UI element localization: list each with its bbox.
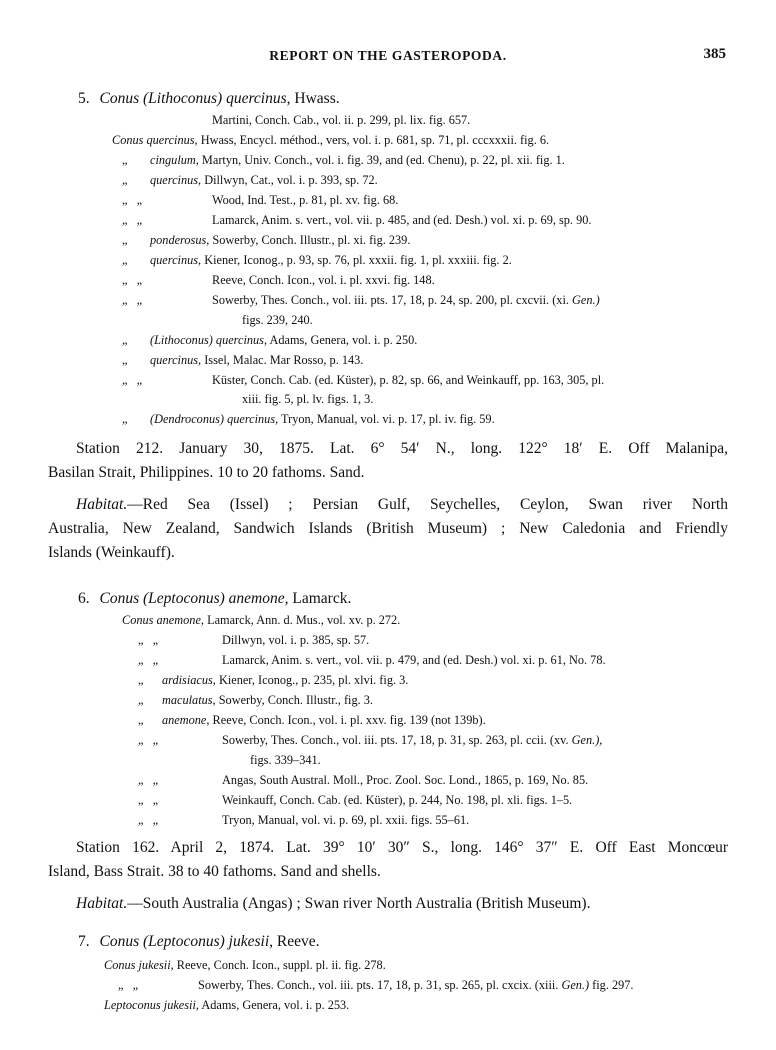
synonym-name: Conus anemone, [122,613,204,627]
synonym-line: „ „ Küster, Conch. Cab. (ed. Küster), p. 82, sp. 66, and Weinkauff, pp. 163, 305, pl. [122,370,604,390]
synonym-name: (Lithoconus) quercinus, [150,333,268,347]
synonym-line: „ quercinus, Dillwyn, Cat., vol. i. p. 393, sp. 72. [122,170,378,190]
ditto-mark: „ „ [122,373,143,387]
ditto-mark: „ [122,173,128,187]
genus-name: Conus [99,590,140,607]
ditto-mark: „ „ [138,793,159,807]
synonym-line: „ (Lithoconus) quercinus, Adams, Genera, vol. i. p. 250. [122,330,417,350]
synonym-name: Conus quercinus, [112,133,198,147]
ditto-mark: „ „ [138,653,159,667]
synonym-line: „ maculatus, Sowerby, Conch. Illustr., fig. 3. [138,690,373,710]
habitat-paragraph: Habitat.—Red Sea (Issel) ; Persian Gulf, Seychelles, Ceylon, Swan river North Australia, New Zealand, Sandwich Islands (British Museum) ; New Caledonia and Friendly Islands (Weinkauff). [48,496,728,561]
synonym-line: „ (Dendroconus) quercinus, Tryon, Manual, vol. vi. p. 17, pl. iv. fig. 59. [122,409,495,429]
running-title: REPORT ON THE GASTEROPODA. [269,48,507,63]
synonym-line: „ ponderosus, Sowerby, Conch. Illustr., pl. xi. fig. 239. [122,230,410,250]
synonym-name: cingulum, [150,153,199,167]
genus-name: Conus [99,933,140,950]
synonym-line: xiii. fig. 5, pl. lv. figs. 1, 3. [242,392,374,406]
ditto-mark: „ [122,412,128,426]
synonym-name: quercinus, [150,253,202,267]
synonym-name: quercinus, [150,353,202,367]
synonym-line: Conus jukesii, Reeve, Conch. Icon., suppl. pl. ii. fig. 278. [104,958,386,972]
running-head [0,46,776,68]
ditto-mark: „ [122,253,128,267]
ditto-mark: „ [122,153,128,167]
ditto-mark: „ [138,693,144,707]
ditto-mark: „ „ [118,978,139,992]
synonym-line: „ „ Lamarck, Anim. s. vert., vol. vii. p. 485, and (ed. Desh.) vol. xi. p. 69, sp. 90. [122,210,591,230]
species-author: Hwass. [294,90,340,107]
synonym-line: figs. 239, 240. [242,313,313,327]
species-number: 6. [78,590,90,607]
species-name: quercinus, [226,90,291,107]
station-paragraph: Station 162. April 2, 1874. Lat. 39° 10′ 30″ S., long. 146° 37″ E. Off East Moncœur Island, Bass Strait. 38 to 40 fathoms. Sand and shells. [48,839,728,880]
synonym-line: „ quercinus, Issel, Malac. Mar Rosso, p. 143. [122,350,363,370]
synonym-line: Conus quercinus, Hwass, Encycl. méthod., vers, vol. i. p. 681, sp. 71, pl. cccxxxii. fig. 6. [112,133,550,147]
station-paragraph: Station 212. January 30, 1875. Lat. 6° 54′ N., long. 122° 18′ E. Off Malanipa, Basilan Strait, Philippines. 10 to 20 fathoms. Sand. [48,440,728,481]
species-number: 7. [78,933,90,950]
species-number: 5. [78,90,90,107]
genus-name: Conus [99,90,140,107]
ditto-mark: „ „ [122,293,143,307]
genus-note: Gen.), [571,733,603,747]
subgenus-name: (Leptoconus) [143,590,225,607]
synonym-name: maculatus, [162,693,216,707]
genus-note: Gen.) [561,978,590,992]
synonym-line: „ ardisiacus, Kiener, Iconog., p. 235, pl. xlvi. fig. 3. [138,670,408,690]
species-5-heading [78,90,340,108]
page-number: 385 [703,46,726,62]
habitat-label: Habitat. [76,496,128,513]
synonym-line: „ quercinus, Kiener, Iconog., p. 93, sp. 76, pl. xxxii. fig. 1, pl. xxxiii. fig. 2. [122,250,512,270]
synonym-line: Martini, Conch. Cab., vol. ii. p. 299, pl. lix. fig. 657. [212,113,471,127]
synonym-line: „ anemone, Reeve, Conch. Icon., vol. i. pl. xxv. fig. 139 (not 139b). [138,710,486,730]
species-name: jukesii, [228,933,274,950]
habitat-paragraph: Habitat.—South Australia (Angas) ; Swan river North Australia (British Museum). [76,895,591,912]
synonym-name: Leptoconus jukesii, [104,998,199,1012]
synonym-name: quercinus, [150,173,202,187]
species-name: anemone, [228,590,289,607]
ditto-mark: „ „ [122,193,143,207]
ditto-mark: „ „ [122,213,143,227]
synonym-line: „ „ Sowerby, Thes. Conch., vol. iii. pts. 17, 18, p. 31, sp. 263, pl. ccii. (xv. Gen.), [138,730,602,750]
species-6-heading [78,590,351,608]
synonym-line: „ „ Wood, Ind. Test., p. 81, pl. xv. fig. 68. [122,190,398,210]
synonym-line: „ „ Sowerby, Thes. Conch., vol. iii. pts. 17, 18, p. 31, sp. 265, pl. cxcix. (xiii. Gen.) fig. 297. [118,975,634,995]
synonym-line: „ „ Tryon, Manual, vol. vi. p. 69, pl. xxii. figs. 55–61. [138,810,469,830]
genus-note: Gen.) [572,293,600,307]
subgenus-name: (Leptoconus) [143,933,225,950]
synonym-line: Conus anemone, Lamarck, Ann. d. Mus., vol. xv. p. 272. [122,613,401,627]
ditto-mark: „ „ [138,633,159,647]
ditto-mark: „ [138,713,144,727]
synonym-line: „ cingulum, Martyn, Univ. Conch., vol. i. fig. 39, and (ed. Chenu), p. 22, pl. xii. fig. 1. [122,150,565,170]
species-author: Reeve. [276,933,320,950]
ditto-mark: „ „ [138,733,159,747]
subgenus-name: (Lithoconus) [143,90,223,107]
species-author: Lamarck. [292,590,352,607]
ditto-mark: „ [122,333,128,347]
synonym-line: „ „ Weinkauff, Conch. Cab. (ed. Küster), p. 244, No. 198, pl. xli. figs. 1–5. [138,790,572,810]
ditto-mark: „ [122,233,128,247]
synonym-line: „ „ Sowerby, Thes. Conch., vol. iii. pts. 17, 18, p. 24, sp. 200, pl. cxcvii. (xi. Gen.) [122,290,600,310]
synonym-line: „ „ Angas, South Austral. Moll., Proc. Zool. Soc. Lond., 1865, p. 169, No. 85. [138,770,588,790]
synonym-name: Conus jukesii, [104,958,174,972]
synonym-line: „ „ Lamarck, Anim. s. vert., vol. vii. p. 479, and (ed. Desh.) vol. xi. p. 61, No. 78. [138,650,606,670]
synonym-name: anemone, [162,713,210,727]
ditto-mark: „ [138,673,144,687]
species-7-heading [78,933,320,951]
synonym-line: „ „ Dillwyn, vol. i. p. 385, sp. 57. [138,630,369,650]
synonym-line: figs. 339–341. [250,753,321,767]
ditto-mark: „ [122,353,128,367]
synonym-line: Leptoconus jukesii, Adams, Genera, vol. i. p. 253. [104,998,350,1012]
habitat-label: Habitat. [76,895,128,912]
ditto-mark: „ „ [138,813,159,827]
synonym-name: ardisiacus, [162,673,216,687]
synonym-line: „ „ Reeve, Conch. Icon., vol. i. pl. xxvi. fig. 148. [122,270,435,290]
ditto-mark: „ „ [122,273,143,287]
synonym-name: (Dendroconus) quercinus, [150,412,279,426]
synonym-name: ponderosus, [150,233,210,247]
ditto-mark: „ „ [138,773,159,787]
